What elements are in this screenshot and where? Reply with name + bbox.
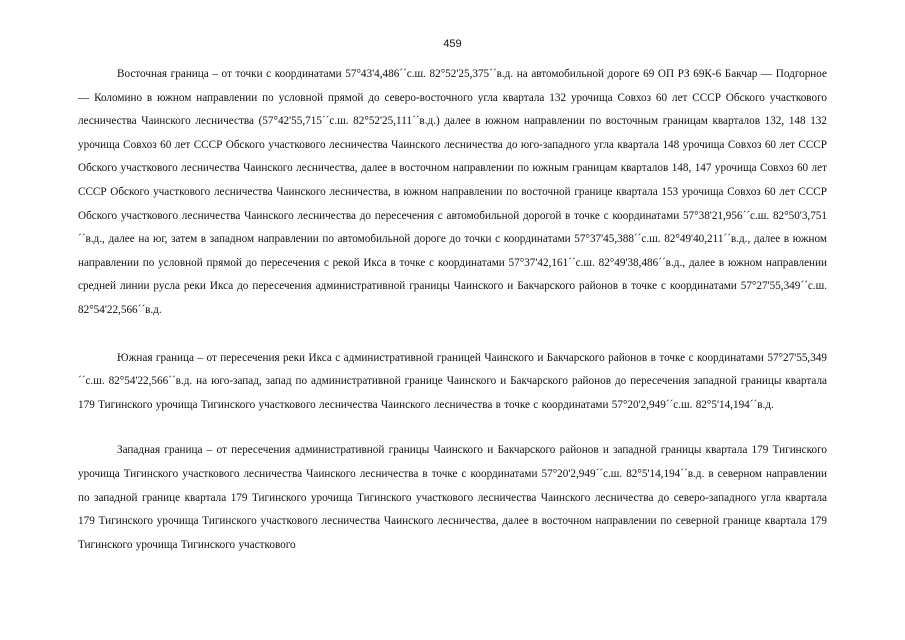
paragraph-west-boundary: Западная граница – от пересечения административной границы Чаинского и Бакчарского районов и западной границы квартала 179 Тигинского урочища Тигинского участкового лесничества Чаинского лесничества в точке с координатами 57°20'2,949´´с.ш. 82°5'14,194´´в.д. в северном направлении по западной границе квартала 179 Тигинского урочища Тигинского участкового лесничества Чаинского лесничества до северо-западного угла квартала 179 Тигинского урочища Тигинского участкового лесничества Чаинского лесничества, далее в восточном направлении по северной границе квартала 179 Тигинского урочища Тигинского участкового: [78, 444, 827, 551]
document-body: [78, 63, 827, 557]
page-number: 459: [443, 38, 462, 50]
paragraph-south-boundary: Южная граница – от пересечения реки Икса с административной границей Чаинского и Бакчарского районов в точке с координатами 57°27'55,349´´с.ш. 82°54'22,566´´в.д. на юго-запад, запад по административной границе Чаинского и Бакчарского районов до пересечения западной границы квартала 179 Тигинского урочища Тигинского участкового лесничества Чаинского лесничества в точке с координатами 57°20'2,949´´с.ш. 82°5'14,194´´в.д.: [78, 351, 827, 411]
paragraph-east-boundary: Восточная граница – от точки с координатами 57°43'4,486´´с.ш. 82°52'25,375´´в.д. на автомобильной дороге 69 ОП РЗ 69К-6 Бакчар — Подгорное — Коломино в южном направлении по условной прямой до северо-восточного угла квартала 132 урочища Совхоз 60 лет СССР Обского участкового лесничества Чаинского лесничества (57°42'55,715´´с.ш. 82°52'25,111´´в.д.) далее в южном направлении по восточным границам кварталов 132, 148 132 урочища Совхоз 60 лет СССР Обского участкового лесничества Чаинского лесничества до юго-западного угла квартала 148 урочища Совхоз 60 лет СССР Обского участкового лесничества Чаинского лесничества, далее в восточном направлении по южным границам кварталов 148, 147 урочища Совхоз 60 лет СССР Обского участкового лесничества Чаинского лесничества, в южном направлении по восточной границе квартала 153 урочища Совхоз 60 лет СССР Обского участкового лесничества Чаинского лесничества до пересечения с автомобильной дорогой в точке с координатами 57°38'21,956´´с.ш. 82°50'3,751´´в.д., далее на юг, затем в западном направлении по автомобильной дороге до точки с координатами 57°37'45,388´´с.ш. 82°49'40,211´´в.д., далее в южном направлении по условной прямой до пересечения с рекой Икса в точке с координатами 57°37'42,161´´с.ш. 82°49'38,486´´в.д., далее в южном направлении средней линии русла реки Икса до пересечения административной границы Чаинского и Бакчарского районов в точке с координатами 57°27'55,349´´с.ш. 82°54'22,566´´в.д.: [78, 68, 827, 316]
